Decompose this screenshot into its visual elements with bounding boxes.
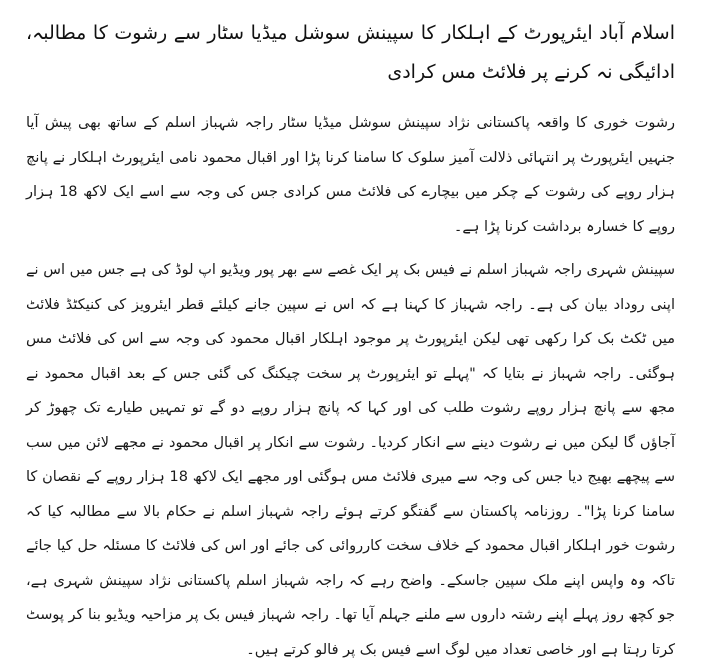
article-headline: اسلام آباد ایئرپورٹ کے اہلکار کا سپینش سوشل میڈیا سٹار سے رشوت کا مطالبہ، ادائیگی نہ کرنے پر فلائٹ مس کرادی — [26, 22, 675, 83]
article-paragraph-2: سپینش شہری راجہ شہباز اسلم نے فیس بک پر ایک غصے سے بھر پور ویڈیو اپ لوڈ کی ہے جس میں اس نے اپنی روداد بیان کی ہے۔ راجہ شہباز کا کہنا ہے کہ اس نے سپین جانے کیلئے قطر ایئرویز کی کنیکٹڈ فلائٹ میں ٹکٹ بک کرا رکھی تھی لیکن ایئرپورٹ پر موجود اہلکار اقبال محمود کی وجہ سے اس کی فلائٹ مس ہوگئی۔ راجہ شہباز نے بتایا کہ "پہلے تو ایئرپورٹ پر سخت چیکنگ کی گئی جس کے بعد اقبال محمود نے مجھ سے پانچ ہزار روپے رشوت طلب کی اور کہا کہ پانچ ہزار روپے دو گے تو تمہیں طیارے تک چھوڑ کر آجاؤں گا لیکن میں نے رشوت دینے سے انکار کردیا۔ رشوت سے انکار پر اقبال محمود نے مجھے لائن میں سب سے پیچھے بھیج دیا جس کی وجہ سے میری فلائٹ مس ہوگئی اور مجھے ایک لاکھ 18 ہزار روپے کے نقصان کا سامنا کرنا پڑا"۔ روزنامہ پاکستان سے گفتگو کرتے ہوئے راجہ شہباز اسلم نے حکام بالا سے مطالبہ کیا کہ رشوت خور اہلکار اقبال محمود کے خلاف سخت کارروائی کی جائے اور اس کی فلائٹ کا مسئلہ حل کیا جائے تاکہ وہ واپس اپنے ملک سپین جاسکے۔ واضح رہے کہ راجہ شہباز اسلم پاکستانی نژاد سپینش شہری ہے، جو کچھ روز پہلے اپنے رشتہ داروں سے ملنے جہلم آیا تھا۔ راجہ شہباز فیس بک پر مزاحیہ ویڈیو بنا کر پوسٹ کرتا رہتا ہے اور خاصی تعداد میں لوگ اسے فیس بک پر فالو کرتے ہیں۔ — [26, 262, 676, 658]
article-paragraph-1: رشوت خوری کا واقعہ پاکستانی نژاد سپینش سوشل میڈیا سٹار راجہ شہباز اسلم کے ساتھ بھی پیش آیا جنہیں ایئرپورٹ پر انتہائی ذلالت آمیز سلوک کا سامنا کرنا پڑا اور اقبال محمود نامی ایئرپورٹ اہلکار نے پانچ ہزار روپے کی رشوت کے چکر میں بیچارے کی فلائٹ مس کرادی جس کی وجہ سے اسے ایک لاکھ 18 ہزار روپے کا خسارہ برداشت کرنا پڑا ہے۔ — [26, 115, 675, 235]
